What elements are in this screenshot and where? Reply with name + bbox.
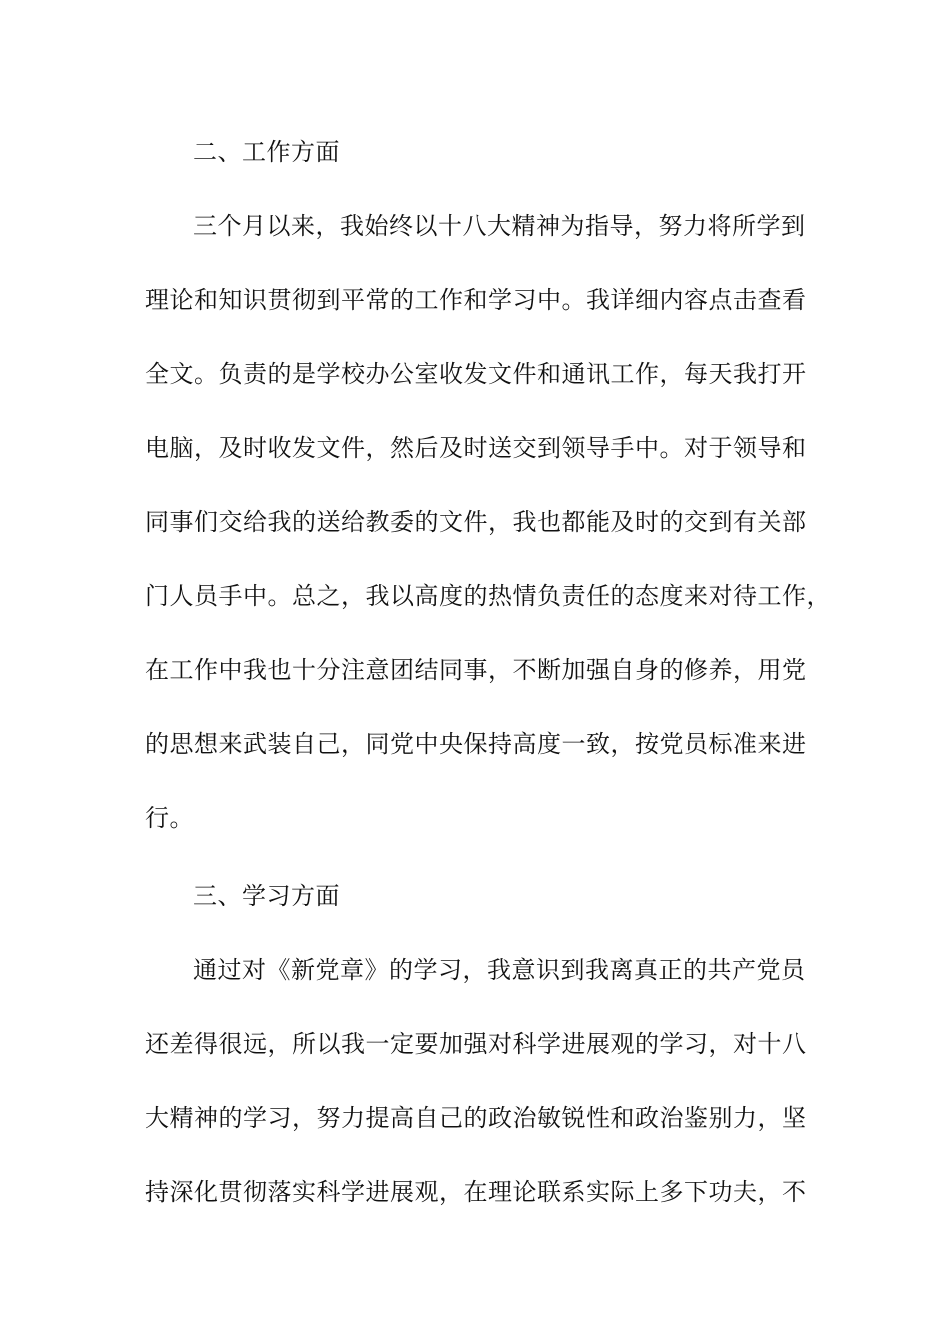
paragraph-line: 还差得很远，所以我一定要加强对科学进展观的学习，对十八: [145, 1030, 807, 1058]
paragraph-line: 同事们交给我的送给教委的文件，我也都能及时的交到有关部: [145, 508, 807, 536]
paragraph-line: 持深化贯彻落实科学进展观，在理论联系实际上多下功夫，不: [145, 1178, 807, 1206]
section-heading-study: 三、学习方面: [193, 882, 340, 910]
paragraph-line: 通过对《新党章》的学习，我意识到我离真正的共产党员: [193, 956, 806, 984]
paragraph-line: 全文。负责的是学校办公室收发文件和通讯工作，每天我打开: [145, 360, 807, 388]
paragraph-line: 三个月以来，我始终以十八大精神为指导，努力将所学到: [193, 212, 806, 240]
paragraph-line: 的思想来武装自己，同党中央保持高度一致，按党员标准来进: [145, 730, 807, 758]
paragraph-line: 电脑，及时收发文件，然后及时送交到领导手中。对于领导和: [145, 434, 807, 462]
paragraph-line: 大精神的学习，努力提高自己的政治敏锐性和政治鉴别力，坚: [145, 1104, 807, 1132]
paragraph-line: 理论和知识贯彻到平常的工作和学习中。我详细内容点击查看: [145, 286, 807, 314]
section-heading-work: 二、工作方面: [193, 138, 340, 166]
paragraph-line: 在工作中我也十分注意团结同事，不断加强自身的修养，用党: [145, 656, 807, 684]
paragraph-line: 门人员手中。总之，我以高度的热情负责任的态度来对待工作，: [145, 582, 831, 610]
paragraph-line: 行。: [145, 804, 194, 832]
